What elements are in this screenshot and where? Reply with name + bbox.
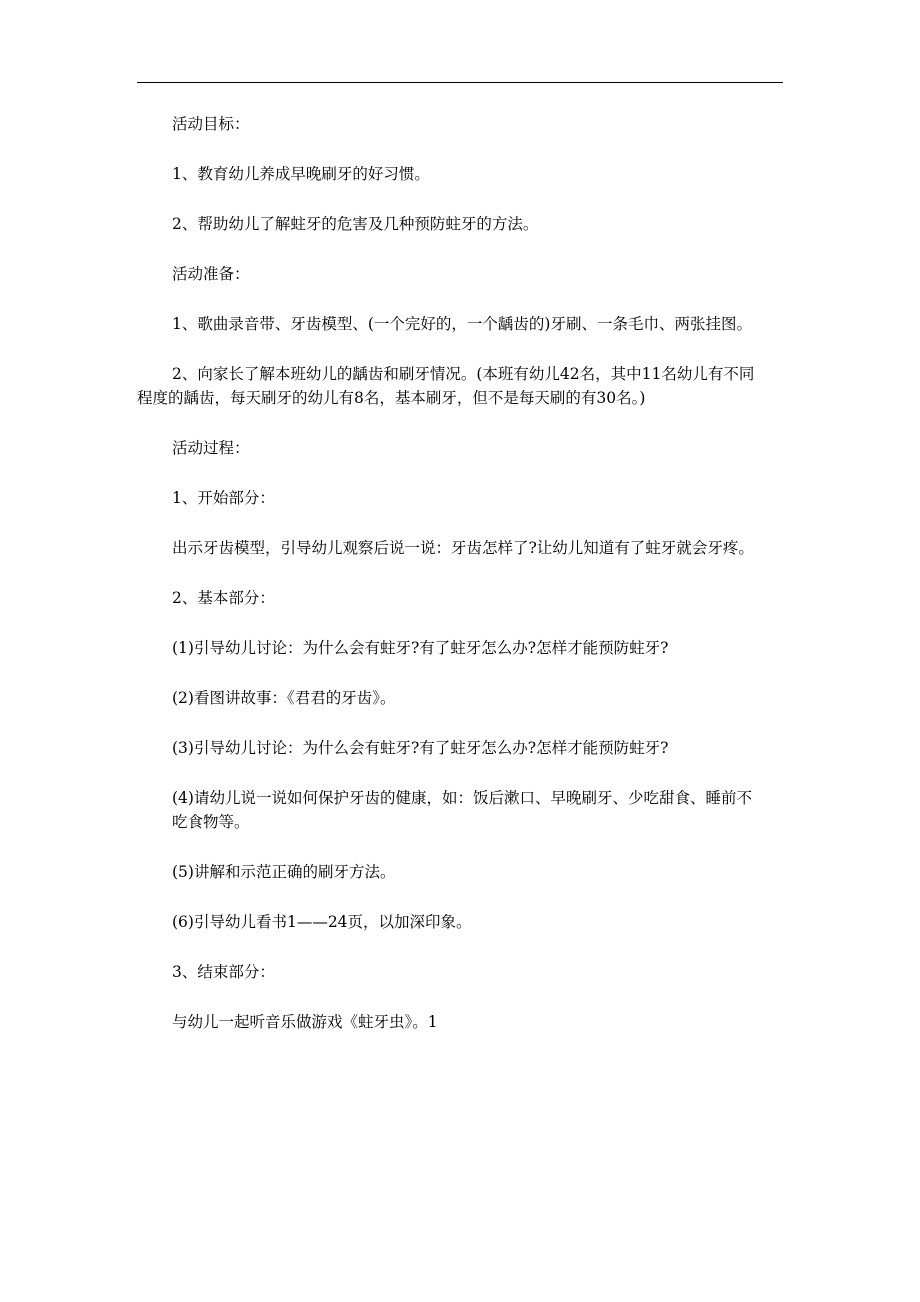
heading-activity-preparation: 活动准备： <box>172 265 250 283</box>
document-body <box>137 112 784 1060</box>
preparation-item <box>137 362 784 410</box>
preparation-item: 1、歌曲录音带、牙齿模型、(一个完好的，一个龋齿的)牙刷、一条毛巾、两张挂图。 <box>172 315 752 333</box>
process-step: (1)引导幼儿讨论：为什么会有蛀牙?有了蛀牙怎么办?怎样才能预防蛀牙? <box>172 639 669 657</box>
heading-activity-process: 活动过程： <box>172 439 250 457</box>
goal-item: 1、教育幼儿养成早晚刷牙的好习惯。 <box>172 165 430 183</box>
preparation-item-line: 2、向家长了解本班幼儿的龋齿和刷牙情况。(本班有幼儿42名，其中11名幼儿有不同 <box>172 365 755 383</box>
process-step: (3)引导幼儿讨论：为什么会有蛀牙?有了蛀牙怎么办?怎样才能预防蛀牙? <box>172 739 669 757</box>
section-heading-basic: 2、基本部分： <box>172 589 275 607</box>
section-heading-start: 1、开始部分： <box>172 489 275 507</box>
process-text: 出示牙齿模型，引导幼儿观察后说一说：牙齿怎样了?让幼儿知道有了蛀牙就会牙疼。 <box>172 539 754 557</box>
section-heading-end: 3、结束部分： <box>172 963 275 981</box>
process-step: (6)引导幼儿看书1——24页，以加深印象。 <box>172 913 472 931</box>
goal-item: 2、帮助幼儿了解蛀牙的危害及几种预防蛀牙的方法。 <box>172 215 539 233</box>
header-rule <box>137 82 783 83</box>
process-step-line: (4)请幼儿说一说如何保护牙齿的健康，如：饭后漱口、早晚刷牙、少吃甜食、睡前不 <box>172 789 752 807</box>
preparation-item-line: 程度的龋齿，每天刷牙的幼儿有8名，基本刷牙，但不是每天刷的有30名。) <box>137 389 646 407</box>
process-text: 与幼儿一起听音乐做游戏《蛀牙虫》。1 <box>172 1013 438 1031</box>
process-step: (5)讲解和示范正确的刷牙方法。 <box>172 863 396 881</box>
heading-activity-goals: 活动目标： <box>172 115 250 133</box>
process-step-line: 吃食物等。 <box>172 813 250 831</box>
process-step: (2)看图讲故事：《君君的牙齿》。 <box>172 689 396 707</box>
process-step <box>172 786 784 834</box>
